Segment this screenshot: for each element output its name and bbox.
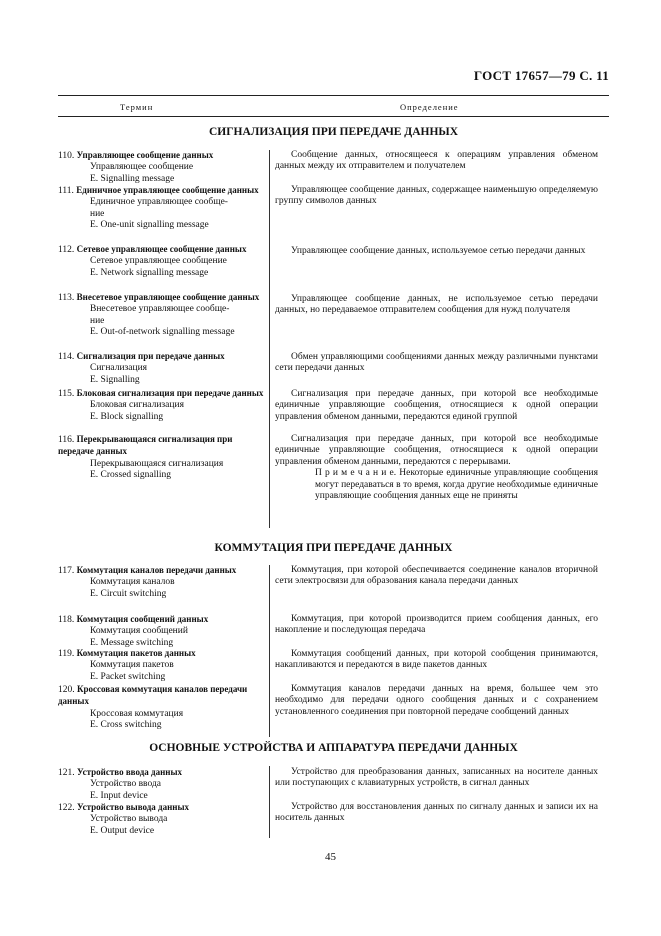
definition-120: Коммутация каналов передачи данных на время, большее чем это необходимо для передачи одного сообщения данных и с сохранением установленного соединения при повторной передаче сообщений данных bbox=[275, 684, 598, 717]
term-111: 111. Единичное управляющее сообщение данных Единичное управляющее сообще- ние E. One-unit signalling message bbox=[58, 185, 259, 231]
table-top-rule bbox=[58, 95, 609, 96]
column-divider bbox=[269, 766, 270, 838]
definition-118: Коммутация, при которой производится прием сообщения данных, его накопление и последующая передача bbox=[275, 614, 598, 636]
term-122: 122. Устройство вывода данных Устройство вывода E. Output device bbox=[58, 802, 189, 836]
section-heading-devices: ОСНОВНЫЕ УСТРОЙСТВА И АППАРАТУРА ПЕРЕДАЧИ ДАННЫХ bbox=[149, 742, 518, 754]
definition-115: Сигнализация при передаче данных, при которой все необходимые единичные управляющие сообщения, относящиеся к одной операции управления обменом данными, передаются единой группой bbox=[275, 389, 598, 422]
term-120: 120. Кроссовая коммутация каналов передачи данных Кроссовая коммутация E. Cross switching bbox=[58, 684, 248, 731]
definition-110: Сообщение данных, относящееся к операциям управления обменом данных между их отправителем и получателем bbox=[275, 150, 598, 172]
column-divider bbox=[269, 150, 270, 528]
term-119: 119. Коммутация пакетов данных Коммутация пакетов E. Packet switching bbox=[58, 648, 196, 682]
term-121: 121. Устройство ввода данных Устройство ввода E. Input device bbox=[58, 767, 182, 801]
column-divider bbox=[269, 565, 270, 737]
term-116: 116. Перекрывающаяся сигнализация при передаче данных Перекрывающаяся сигнализация E. Crossed signalling bbox=[58, 434, 233, 481]
definition-122: Устройство для восстановления данных по сигналу данных и записи их на носитель данных bbox=[275, 802, 598, 824]
term-115: 115. Блоковая сигнализация при передаче данных Блоковая сигнализация E. Block signalling bbox=[58, 388, 264, 422]
definition-111: Управляющее сообщение данных, содержащее наименьшую определяемую группу символов данных bbox=[275, 185, 598, 207]
page-number: 45 bbox=[325, 851, 336, 863]
definition-119: Коммутация сообщений данных, при которой сообщения принимаются, накапливаются и передаются в виде пакетов данных bbox=[275, 649, 598, 671]
term-117: 117. Коммутация каналов передачи данных Коммутация каналов E. Circuit switching bbox=[58, 565, 237, 599]
term-118: 118. Коммутация сообщений данных Коммутация сообщений E. Message switching bbox=[58, 614, 209, 648]
term-113: 113. Внесетевое управляющее сообщение данных Внесетевое управляющее сообще- ние E. Out-of-network signalling message bbox=[58, 292, 260, 338]
definition-114: Обмен управляющими сообщениями данных между различными пунктами сети передачи данных bbox=[275, 352, 598, 374]
term-114: 114. Сигнализация при передаче данных Сигнализация E. Signalling bbox=[58, 351, 225, 385]
definition-117: Коммутация, при которой обеспечивается соединение каналов вторичной сети электросвязи для образования канала передачи данных bbox=[275, 565, 598, 587]
definition-116: Сигнализация при передаче данных, при которой все необходимые единичные управляющие сообщения, относящиеся к одной операции управления обменом данными, передаются с перерывами. П р и м е ч а н и е. Некоторые единичные управляющие сообщения могут передаваться в то время, когда другие необходимые единичные управляющие сообщения данных еще не приняты bbox=[275, 434, 598, 502]
definition-112: Управляющее сообщение данных, используемое сетью передачи данных bbox=[291, 246, 586, 256]
note-116: П р и м е ч а н и е. Некоторые единичные управляющие сообщения могут передаваться в то время, когда другие необходимые единичные управляющие сообщения данных еще не приняты bbox=[315, 468, 598, 502]
section-heading-switching: КОММУТАЦИЯ ПРИ ПЕРЕДАЧЕ ДАННЫХ bbox=[214, 542, 453, 554]
definition-121: Устройство для преобразования данных, записанных на носителе данных или поступающих с клавиатурных устройств, в сигнал данных bbox=[275, 767, 598, 789]
page-header: ГОСТ 17657—79 С. 11 bbox=[473, 68, 609, 83]
term-112: 112. Сетевое управляющее сообщение данных Сетевое управляющее сообщение E. Network signalling message bbox=[58, 244, 247, 278]
column-header-definition: Определение bbox=[400, 102, 459, 112]
term-110: 110. Управляющее сообщение данных Управляющее сообщение E. Signalling message bbox=[58, 150, 214, 184]
section-heading-signalling: СИГНАЛИЗАЦИЯ ПРИ ПЕРЕДАЧЕ ДАННЫХ bbox=[208, 126, 459, 138]
definition-113: Управляющее сообщение данных, не используемое сетью передачи данных, но передаваемое отправителем сообщения для нужд получателя bbox=[275, 294, 598, 316]
table-header-rule bbox=[58, 116, 609, 117]
column-header-term: Термин bbox=[120, 102, 154, 112]
